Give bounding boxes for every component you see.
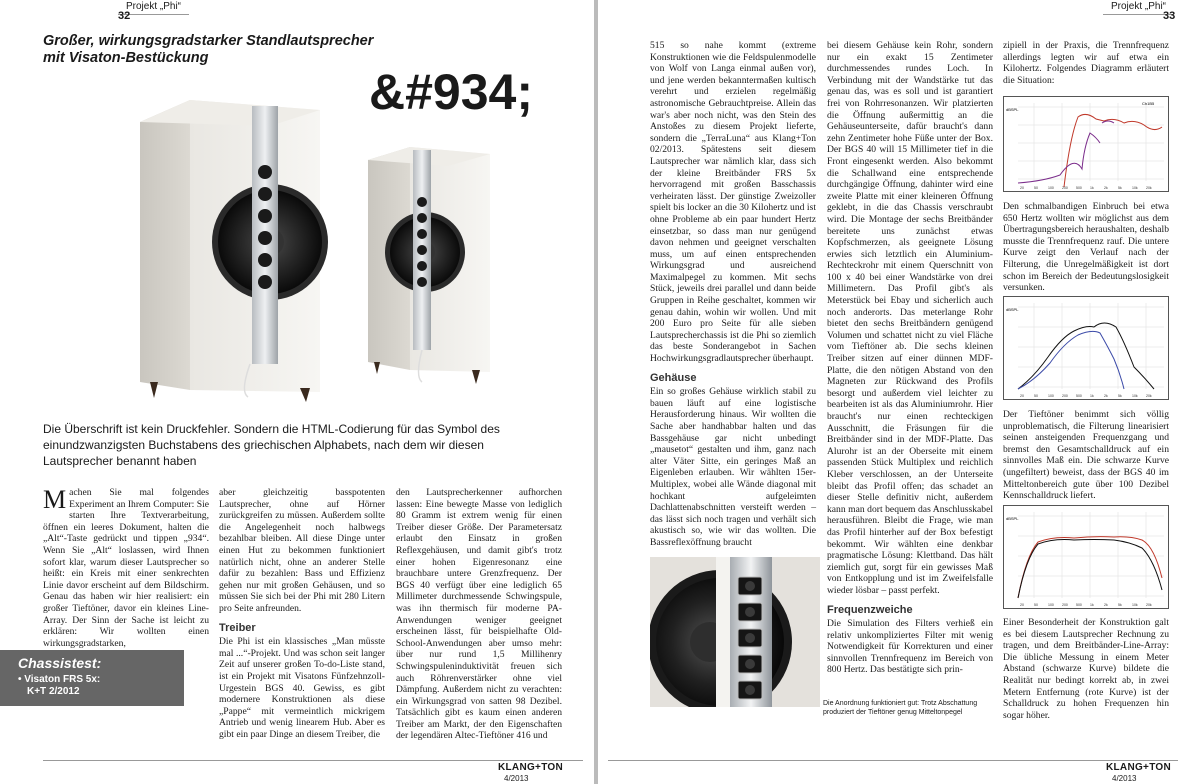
right-col1 (650, 40, 816, 549)
svg-text:10k: 10k (1132, 186, 1138, 190)
svg-text:500: 500 (1076, 603, 1082, 607)
footer-issue: 4/2013 (1112, 774, 1137, 783)
footer-issue: 4/2013 (504, 774, 529, 783)
chassis-title: Chassistest: (18, 655, 102, 671)
svg-text:10k: 10k (1132, 603, 1138, 607)
subhead-gehaeuse: Gehäuse (650, 371, 697, 384)
right-col2-text-a: bei diesem Gehäuse kein Rohr, sondern nur ein exakt 15 Zentimeter durchmessendes rundes Loch. In Verbindung mit der Wandstärke tut das genau das, was es soll und ist garantiert frei von Rohrresonanzen. Wir platzierten die Öffnung außermittig an die Gehäuseunterseite, dafür braucht's dann zehn Zentimeter hohe Füße unter der Box. Der BGS 40 will 15 Millimeter tief in die Front eingesenkt werden. Also bekommt die Schallwand eine entsprechende durchgängige Öffnung, dahinter wird eine zweite Platte mit einer kleineren Öffnung geklebt, in die das Chassis verschraubt wird. Die Montage der sechs Breitbänder bereitete uns zunächst etwas Kopfschmerzen, als geeignete Lösung erwies sich letztlich ein Aluminium-Rechteckrohr mit einem Querschnitt von 100 x 40 bei einer Wandstärke von drei Millimetern. Das Profil gibt's als Meterstück bei Ebay und sicherlich auch noch anderorts. Das meterlange Rohr bietet den sechs Breitbändern genügend Volumen und schattet nicht zu viel Fläche vom Tieftöner ab. Die sechs kleinen Treiber sitzen auf einer dünnen MDF-Platte, die den nötigen Abstand von den Magneten zur Rückwand des Profils besorgt und außerdem viel leichter zu bearbeiten ist als das Aluminiumrohr. Hier braucht's nur einen rechteckigen Ausschnitt, die Fräsungen für die Breitbänder sind in der MDF-Platte. Das Alurohr ist an der Oberseite mit einem passenden Stück Multiplex und reichlich Kleber verschlossen, an der Unterseite bleibt das Profil offen; das schadet an dieser Stelle definitiv nicht, außerdem kann man dort bequem das Anschlusskabel herausführen. Bleibt die Frage, wie man das Profil hinterher auf der Box befestigt bekommt. Wir wählten eine denkbar pragmatische Lösung: Klettband. Das hält ziemlich gut, sorgt für ein gewisses Maß von Entkopplung und ist im Zweifelsfalle wieder lösbar – passt perfekt. (827, 40, 993, 596)
right-col2 (827, 40, 993, 676)
big-symbol: &#934; (369, 64, 533, 120)
svg-text:10k: 10k (1132, 394, 1138, 398)
subhead-treiber: Treiber (219, 621, 256, 634)
left-col2-text-a: aber gleichzeitig basspotenten Lautsprecher, ohne auf Hörner zurückgreifen zu müssen. Außerdem sollte die Angelegenheit noch halbwegs bezahlbar bleiben. All diese Dinge unter einen Hut zu bekommen funktioniert natürlich nicht, ohne an anderer Stelle dafür zu bezahlen: Bass und Effizienz gehen nur mit großen Gehäusen, und so müssen Sie sich bei der Phi mit 280 Litern pro Seite anfreunden. (219, 487, 385, 614)
main-caption: Die Überschrift ist kein Druckfehler. Sondern die HTML-Codierung für das Symbol des einundzwanzigsten Buchstabens des griechischen Alphabets, nach dem wir diesen Lautsprecher benannt haben (43, 422, 500, 468)
svg-text:200: 200 (1062, 394, 1068, 398)
svg-text:2k: 2k (1104, 186, 1108, 190)
subhead-frequenzweiche: Frequenzweiche (827, 603, 913, 616)
left-col2-text-b: Die Phi ist ein klassisches „Man müsste mal ...“-Projekt. Und was schon seit langer Zeit auf unserer großen To-do-Liste stand, ist ein Projekt mit Visatons Fünfzehnzoll-Urgestein BGS 40. Gewiss, es gibt modernere Konstruktionen als diese „Pappe“ mit vermeintlich mickrigem Antrieb und wenig linearem Hub. Aber es gibt ein paar Dinge an diesem Treiber, die (219, 636, 385, 740)
right-col1-text-b: Ein so großes Gehäuse wirklich stabil zu bauen läuft auf eine logistische Herausforderung hinaus. Wir wollten die Sache aber handhabbar halten und das Bassgehäuse gar nicht unbedingt „mausetot“ gestalten und ihm, ganz nach alter Väter Sitte, ein geringes Maß an Eigenleben erlauben. Wir wählten 15er-Multiplex, wobei alle Wände diagonal mit hochkant aufgeleimten Dachlattenabschnitten versteift werden – das lässt sich noch tragen und verhält sich akustisch so, wie wir das wollten. Die Bassreflexöffnung braucht (650, 386, 816, 548)
right-col3-d (1003, 617, 1169, 721)
footer-left (498, 762, 594, 783)
svg-text:1k: 1k (1090, 394, 1094, 398)
frequency-graph-1 (1003, 96, 1169, 192)
svg-text:100: 100 (1048, 394, 1054, 398)
right-col3-text-c: Der Tieftöner benimmt sich völlig unproblematisch, die Filterung linearisiert seinen ansteigenden Frequenzgang und bremst den Gesamtschalldruck auf ein sinnvolles Maß ein. Die schwarze Kurve (ungefiltert) beweist, dass der BGS 40 im Mitteltonbereich gute über 100 Dezibel Kennschalldruck liefert. (1003, 409, 1169, 502)
magazine-logo: KLANG+TON (498, 762, 564, 773)
svg-text:20k: 20k (1146, 603, 1152, 607)
svg-text:2k: 2k (1104, 394, 1108, 398)
svg-text:200: 200 (1062, 186, 1068, 190)
running-head-text: Projekt „Phi“ (118, 0, 189, 15)
magazine-logo: KLANG+TON (1106, 762, 1172, 773)
graph1-x-ticks (1020, 186, 1152, 190)
left-col1 (43, 487, 209, 649)
right-col3-text-d: Einer Besonderheit der Konstruktion galt es bei diesem Lautsprecher Rechnung zu tragen, und dem Breitbänder-Line-Array: Die übliche Messung in einem Meter Abstand (schwarze Kurve) bildete die Realität nur bedingt korrekt ab, in zwei Metern Entfernung (rote Kurve) ist der Schalldruck zu hohen Frequenzen hin sogar höher. (1003, 617, 1169, 721)
right-col3-text-b: Den schmalbandigen Einbruch bei etwa 650 Hertz wollten wir möglichst aus dem Übertragungsbereich heraushalten, deshalb musste die Trennfrequenz rauf. Die untere Kurve zeigt den Verlauf nach der Filterung, die Unregelmäßigkeit ist dort schon im Bereich der Bedeutungslosigkeit versunken. (1003, 201, 1169, 294)
graph3-axis-label: dBSPL (1006, 516, 1019, 521)
right-col3-text-a: zipiell in der Praxis, die Trennfrequenz allerdings legten wir auf etwa ein Kilohertz. Folgendes Diagramm erläutert die Situation: (1003, 40, 1169, 86)
headline-line2: mit Visaton-Bestückung (43, 50, 209, 66)
closeup-photo (650, 557, 820, 707)
svg-text:20: 20 (1020, 186, 1024, 190)
graph2-axis-label: dBSPL (1006, 307, 1019, 312)
frequency-graph-2 (1003, 296, 1169, 400)
svg-text:100: 100 (1048, 186, 1054, 190)
left-col3-text: den Lautsprecherkenner aufhorchen lassen: Eine bewegte Masse von lediglich 80 Gramm ist extrem wenig für einen Treiber dieser Größe. Der Parametersatz erlaubt den Einsatz in großen Reflexgehäusen, und damit gibt's trotz einer hohen Eigenresonanz eine brauchbare untere Grenzfrequenz. Der BGS 40 verfügt über eine lediglich 65 Millimeter durchmessende Schwingspule, was ihn thermisch für moderne PA-Anwendungen weniger geeignet erscheinen lässt, für beispielhafte Old-School-Anwendungen aber umso mehr: über nur rund 1,5 Millihenry Schwingspuleninduktivität freuen sich auch Röhrenverstärker ohne viel Dämpfung. Außerdem nicht zu verachten: ein Wirkungsgrad von satten 98 Dezibel. Tatsächlich gibt es kaum einen anderen Treiber am Markt, der den Eigenschaften der legendären Altec-Tieftöner 416 und (396, 487, 562, 742)
right-page (598, 0, 1189, 784)
svg-text:20: 20 (1020, 394, 1024, 398)
graph1-axis-label: dBSPL (1006, 107, 1019, 112)
svg-text:100: 100 (1048, 603, 1054, 607)
svg-text:5k: 5k (1118, 186, 1122, 190)
running-head-text: Projekt „Phi“ (1103, 0, 1174, 15)
graph1-top-label: Ch1B5 (1142, 101, 1155, 106)
right-col3-c (1003, 409, 1169, 502)
svg-text:5k: 5k (1118, 394, 1122, 398)
headline (43, 33, 423, 67)
left-col1-text: achen Sie mal folgendes Experiment an Ihrem Computer: Sie starten Ihre Textverarbeitung, öffnen ein leeres Dokument, halten die „Alt“-Taste gedrückt und tippen „934“. Wenn Sie „Alt“ loslassen, wird Ihnen sofort klar, warum dieser Lautsprecher so heißt: ein Kreis mit einer senkrechten Linie davor erscheint auf dem Bildschirm. Genau das haben wir hier realisiert: ein großer Tieftöner, davor ein kleines Line-Array. Der Sinn der Sache ist leicht zu erklären: Wir wollten einen wirkungsgradstarken, (43, 487, 209, 649)
chassis-box (0, 650, 184, 706)
svg-text:500: 500 (1076, 394, 1082, 398)
svg-text:1k: 1k (1090, 186, 1094, 190)
svg-text:200: 200 (1062, 603, 1068, 607)
right-col1-text-a: 515 so nahe kommt (extreme Konstruktionen wie die Feldspulenmodelle von Wolf von Langa einmal außen vor), und jene werden bekanntermaßen kultisch verehrt und erzielen regelmäßig astronomische Gebrauchtpreise. Allein das war's aber noch nicht, was den Stein des Anstoßes zu diesem Projekt lieferte, sondern die „TerraLuna“ aus Klang+Ton 02/2013. Spätestens seit diesem Lautsprecher war nämlich klar, dass sich der kleine Breitbänder FRS 5x hervorragend mit großen Basschassis verheiraten lässt. Der günstige Zweizoller spielt bis locker an die 30 Kilohertz und ist ohne Probleme ab ein paar hundert Hertz einsetzbar, so dass man nur genügend davon nehmen und geeignet verschalten muss, um auf einen entsprechenden Wirkungsgrad und ausreichend Maximalpegel zu kommen. Mit sechs Stück, jeweils drei parallel und dann beide Gruppen in Reihe geschaltet, kommen wir genau dahin, wohin wir wollen. Und mit 200 Euro pro Seite für alle sieben Lautsprecherchassis ist die Phi so ziemlich das beste Sonderangebot in Sachen Hochwirkungsgradlautsprecher überhaupt. (650, 40, 816, 365)
chassis-item-line1: • Visaton FRS 5x: (18, 674, 101, 685)
svg-text:50: 50 (1034, 603, 1038, 607)
left-col3 (396, 487, 562, 742)
right-col3-b (1003, 201, 1169, 294)
speaker-photo (130, 92, 530, 412)
right-col3-a (1003, 40, 1169, 86)
footer-rule-right (608, 760, 1178, 761)
chassis-item-line2: K+T 2/2012 (27, 686, 80, 697)
graph2-x-ticks (1020, 394, 1152, 398)
svg-text:500: 500 (1076, 186, 1082, 190)
graph3-x-ticks (1020, 603, 1152, 607)
frequency-graph-3 (1003, 505, 1169, 609)
page-number-left: 32 (118, 10, 131, 22)
photo-caption: Die Anordnung funktioniert gut: Trotz Abschattung produziert der Tieftöner genug Mitteltonpegel (823, 700, 978, 716)
page-number-right: 33 (1163, 10, 1176, 22)
dropcap: M (43, 485, 67, 514)
footer-right (1106, 762, 1189, 783)
svg-text:20: 20 (1020, 603, 1024, 607)
footer-rule-left (43, 760, 583, 761)
svg-text:50: 50 (1034, 394, 1038, 398)
left-col2 (219, 487, 385, 740)
right-col2-text-b: Die Simulation des Filters verhieß ein relativ unkompliziertes Filter mit wenig Notwendigkeit für Korrekturen und einer sinnvollen Trennfrequenz im Bereich von 800 Hertz. Das bestätigte sich prin- (827, 618, 993, 676)
svg-text:50: 50 (1034, 186, 1038, 190)
svg-text:20k: 20k (1146, 394, 1152, 398)
headline-line1: Großer, wirkungsgradstarker Standlautsprecher (43, 33, 374, 49)
svg-text:20k: 20k (1146, 186, 1152, 190)
svg-text:2k: 2k (1104, 603, 1108, 607)
svg-text:5k: 5k (1118, 603, 1122, 607)
left-page (0, 0, 594, 784)
svg-text:1k: 1k (1090, 603, 1094, 607)
